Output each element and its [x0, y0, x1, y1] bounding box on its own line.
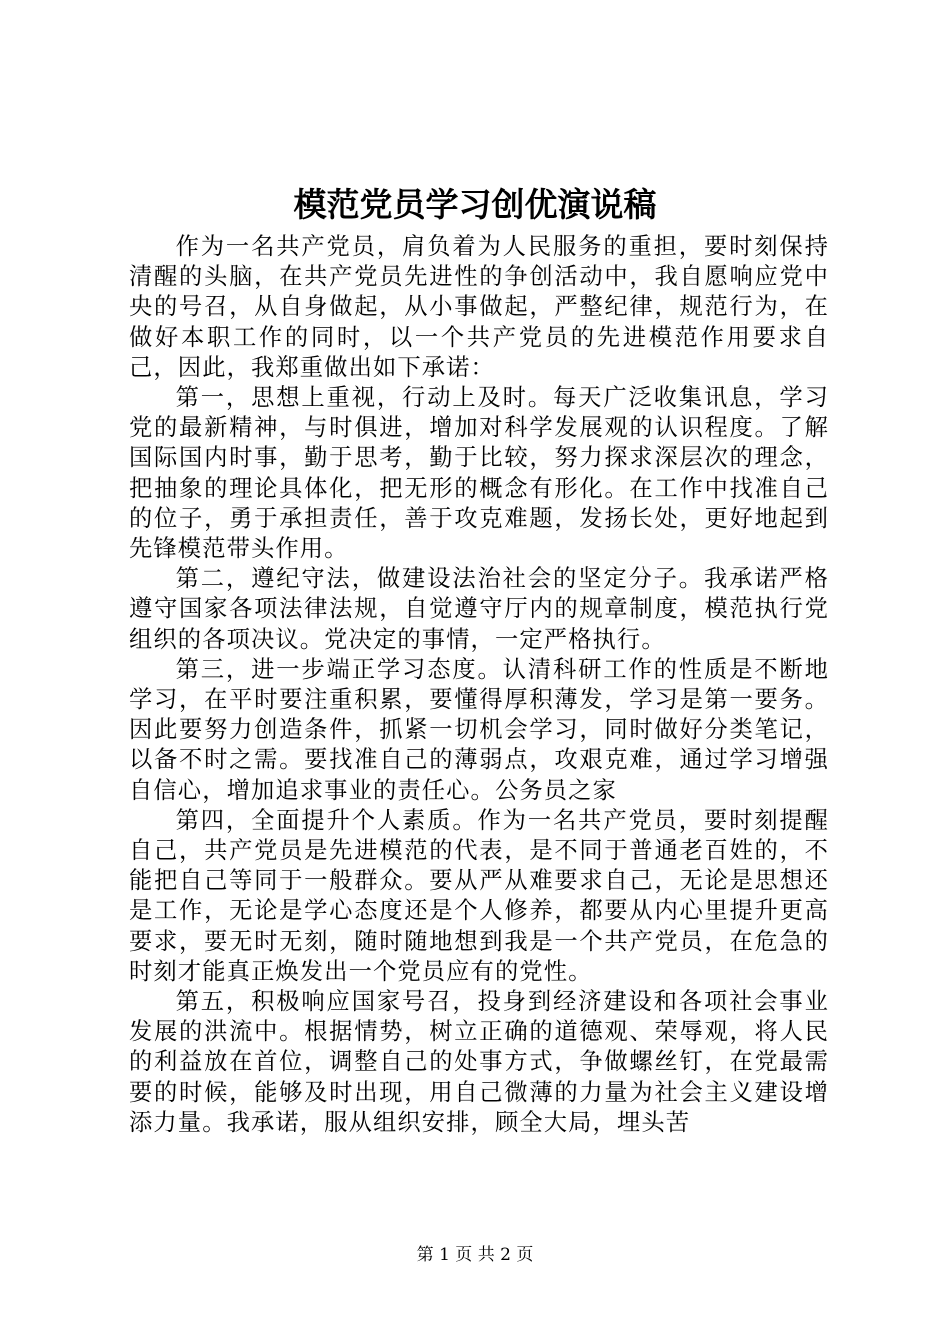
paragraph-point-5: 第五，积极响应国家号召，投身到经济建设和各项社会事业发展的洪流中。根据情势，树立正确的道德观、荣辱观，将人民的利益放在首位，调整自己的处事方式，争做螺丝钉，在党最需要的时候，能够及时出现，用自己微薄的力量为社会主义建设增添力量。我承诺，服从组织安排，顾全大局，埋头苦 — [129, 988, 829, 1136]
paragraph-point-4: 第四，全面提升个人素质。作为一名共产党员，要时刻提醒自己，共产党员是先进模范的代表，是不同于普通老百姓的，不能把自己等同于一般群众。要从严从难要求自己，无论是思想还是工作，无论是学心态度还是个人修养，都要从内心里提升更高要求，要无时无刻，随时随地想到我是一个共产党员，在危急的时刻才能真正焕发出一个党员应有的党性。 — [129, 806, 829, 985]
paragraph-intro: 作为一名共产党员，肩负着为人民服务的重担，要时刻保持清醒的头脑，在共产党员先进性的争创活动中，我自愿响应党中央的号召，从自身做起，从小事做起，严整纪律，规范行为，在做好本职工作的同时，以一个共产党员的先进模范作用要求自己，因此，我郑重做出如下承诺： — [129, 233, 829, 381]
paragraph-point-1: 第一，思想上重视，行动上及时。每天广泛收集讯息，学习党的最新精神，与时俱进，增加对科学发展观的认识程度。了解国际国内时事，勤于思考，勤于比较，努力探求深层次的理念，把抽象的理论具体化，把无形的概念有形化。在工作中找准自己的位子，勇于承担责任，善于攻克难题，发扬长处，更好地起到先锋模范带头作用。 — [129, 384, 829, 563]
page-footer: 第 1 页 共 2 页 — [416, 1245, 534, 1265]
document-body — [129, 232, 829, 1138]
paragraph-point-3: 第三，进一步端正学习态度。认清科研工作的性质是不断地学习，在平时要注重积累，要懂得厚积薄发，学习是第一要务。因此要努力创造条件，抓紧一切机会学习，同时做好分类笔记，以备不时之需。要找准自己的薄弱点，攻艰克难，通过学习增强自信心，增加追求事业的责任心。公务员之家 — [129, 655, 829, 804]
document-title: 模范党员学习创优演说稿 — [293, 185, 657, 224]
paragraph-point-2: 第二，遵纪守法，做建设法治社会的坚定分子。我承诺严格遵守国家各项法律法规，自觉遵守厅内的规章制度，模范执行党组织的各项决议。党决定的事情，一定严格执行。 — [129, 565, 829, 653]
